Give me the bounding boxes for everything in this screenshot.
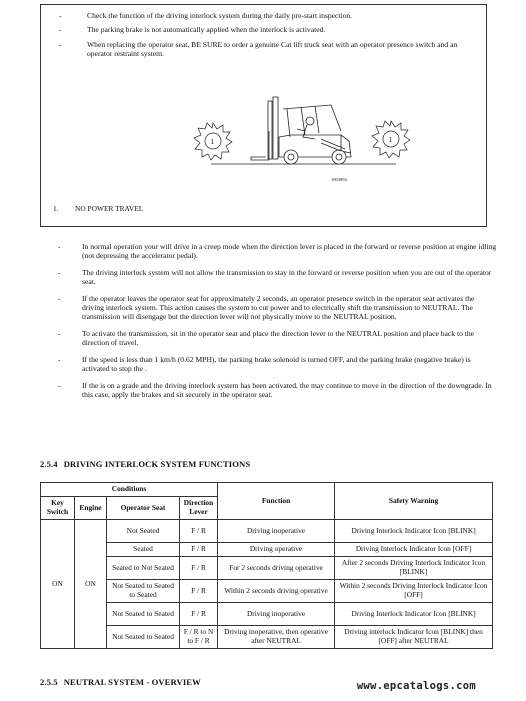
table-row <box>41 557 493 580</box>
bullet-text: If the is on a grade and the driving interlock system has been activated, the may continue to move in the direction of the downgrade. In this case, apply the brakes and sit securely in the operator seat. <box>82 380 492 399</box>
operator-seat-cell: Seated to Not Seated <box>107 557 180 580</box>
bullet-item <box>59 11 478 20</box>
section-number: 2.5.5 <box>40 677 58 687</box>
safety-warning-cell: Driving Interlock Indicator Icon [OFF] <box>335 543 493 557</box>
direction-lever-cell: F / R <box>180 580 218 603</box>
table-row <box>41 520 493 543</box>
conditions-header: Conditions <box>41 483 218 497</box>
bullet-dash: - <box>58 328 61 338</box>
safety-warning-cell: Driving interlock Indicator Icon [BLINK] then [OFF] after NEUTRAL <box>335 626 493 649</box>
bullet-dash: - <box>59 11 62 20</box>
function-cell: Driving operative <box>218 543 335 557</box>
bullet-text: When replacing the operator seat, BE SURE to order a genuine Cat lift truck seat with an operator presence switch and an operator restraint system. <box>87 39 458 59</box>
bullet-item <box>59 40 478 59</box>
key-switch-cell: ON <box>41 520 75 649</box>
caution-bullet-list <box>59 11 478 64</box>
section-heading-neutral-system <box>40 677 201 687</box>
direction-lever-cell: F / R to N to F / R <box>180 626 218 649</box>
bullet-dash: - <box>59 25 62 35</box>
caption-number: 1. <box>53 204 59 213</box>
function-header: Function <box>218 483 335 520</box>
figure-callout-left: 1 <box>210 138 214 146</box>
bullet-item <box>59 25 478 34</box>
section-number: 2.5.4 <box>40 459 58 469</box>
bullet-text: The driving interlock system will not allow the transmission to stay in the forward or reverse position when you are out of the operator seat. <box>82 267 492 287</box>
safety-warning-header: Safety Warning <box>335 483 493 520</box>
table-row <box>41 543 493 557</box>
safety-warning-cell: Within 2 seconds Driving Interlock Indicator Icon [OFF] <box>335 580 493 603</box>
safety-warning-cell: Driving Interlock Indicator Icon [BLINK] <box>335 520 493 543</box>
watermark-text: www.epcatalogs.com <box>356 680 476 692</box>
bullet-dash: - <box>58 242 61 251</box>
table-header-row <box>41 483 493 497</box>
bullet-item <box>58 355 498 373</box>
bullet-text: If the operator leaves the operator seat for approximately 2 seconds, an operator presence switch in the operator seat activates the driving interlock system. This action causes the system to cut power and to electrically shift the transmission to NEUTRAL. The transmission will disengage but the direction lever will not physically move to the NEUTRAL position. <box>82 293 475 322</box>
bullet-text: To activate the transmission, sit in the operator seat and place the direction lever to the NEUTRAL position and place back to the direction of travel. <box>82 328 475 348</box>
caution-box <box>40 4 487 227</box>
operator-seat-cell: Not Seated to Seated to Seated <box>107 580 180 603</box>
bullet-text: In normal operation your will drive in a creep mode when the direction lever is placed in the forward or reverse position at engine idling (not depressing the accelerator pedal). <box>82 242 497 261</box>
operator-seat-cell: Seated <box>107 543 180 557</box>
function-cell: Within 2 seconds driving operative <box>218 580 335 603</box>
bullet-text: The parking brake is not automatically applied when the interlock is activated. <box>87 25 326 35</box>
safety-warning-cell: After 2 seconds Driving Interlock Indicator Icon [BLINK] <box>335 557 493 580</box>
interlock-bullet-list <box>58 242 498 407</box>
bullet-item <box>58 381 498 399</box>
bullet-item <box>58 268 498 286</box>
bullet-dash: - <box>58 293 61 303</box>
direction-lever-cell: F / R <box>180 557 218 580</box>
figure-code: 1003894 <box>331 177 347 182</box>
function-cell: Driving inoperative <box>218 520 335 543</box>
engine-header: Engine <box>75 497 107 520</box>
forklift-illustration <box>191 91 416 181</box>
bullet-item <box>58 242 498 260</box>
bullet-dash: - <box>58 267 61 277</box>
table-row <box>41 603 493 626</box>
function-cell: Driving inoperative, then operative after NEUTRAL <box>218 626 335 649</box>
section-heading-interlock-functions <box>40 459 250 469</box>
caption-text: NO POWER TRAVEL <box>75 204 144 213</box>
forklift-icon <box>251 97 351 164</box>
operator-seat-cell: Not Seated to Seated <box>107 626 180 649</box>
bullet-text: If the speed is less than 1 km/h (0.62 MPH), the parking brake solenoid is turned OFF, and the parking brake (negative brake) is activated to stop the . <box>82 354 471 374</box>
direction-lever-cell: F / R <box>180 543 218 557</box>
table-row <box>41 626 493 649</box>
direction-lever-cell: F / R <box>180 520 218 543</box>
engine-cell: ON <box>75 520 107 649</box>
interlock-functions-table <box>40 482 493 649</box>
bullet-item <box>58 329 498 347</box>
function-cell: For 2 seconds driving operative <box>218 557 335 580</box>
section-title: DRIVING INTERLOCK SYSTEM FUNCTIONS <box>63 459 251 469</box>
section-title: NEUTRAL SYSTEM - OVERVIEW <box>63 677 201 687</box>
bullet-dash: - <box>58 354 61 364</box>
bullet-item <box>58 294 498 322</box>
figure-caption <box>53 204 143 213</box>
table-row <box>41 580 493 603</box>
bullet-dash: - <box>59 39 62 49</box>
bullet-text: Check the function of the driving interlock system during the daily pre-start inspection. <box>87 11 353 20</box>
safety-warning-cell: Driving Interlock Indicator Icon [BLINK] <box>335 603 493 626</box>
operator-seat-header: Operator Seat <box>107 497 180 520</box>
bullet-dash: - <box>58 380 61 390</box>
direction-lever-header: Direction Lever <box>180 497 218 520</box>
operator-seat-cell: Not Seated <box>107 520 180 543</box>
key-switch-header: Key Switch <box>41 497 75 520</box>
function-cell: Driving inoperative <box>218 603 335 626</box>
figure-callout-right: 1 <box>388 136 392 144</box>
direction-lever-cell: F / R <box>180 603 218 626</box>
operator-seat-cell: Not Seated to Seated <box>107 603 180 626</box>
